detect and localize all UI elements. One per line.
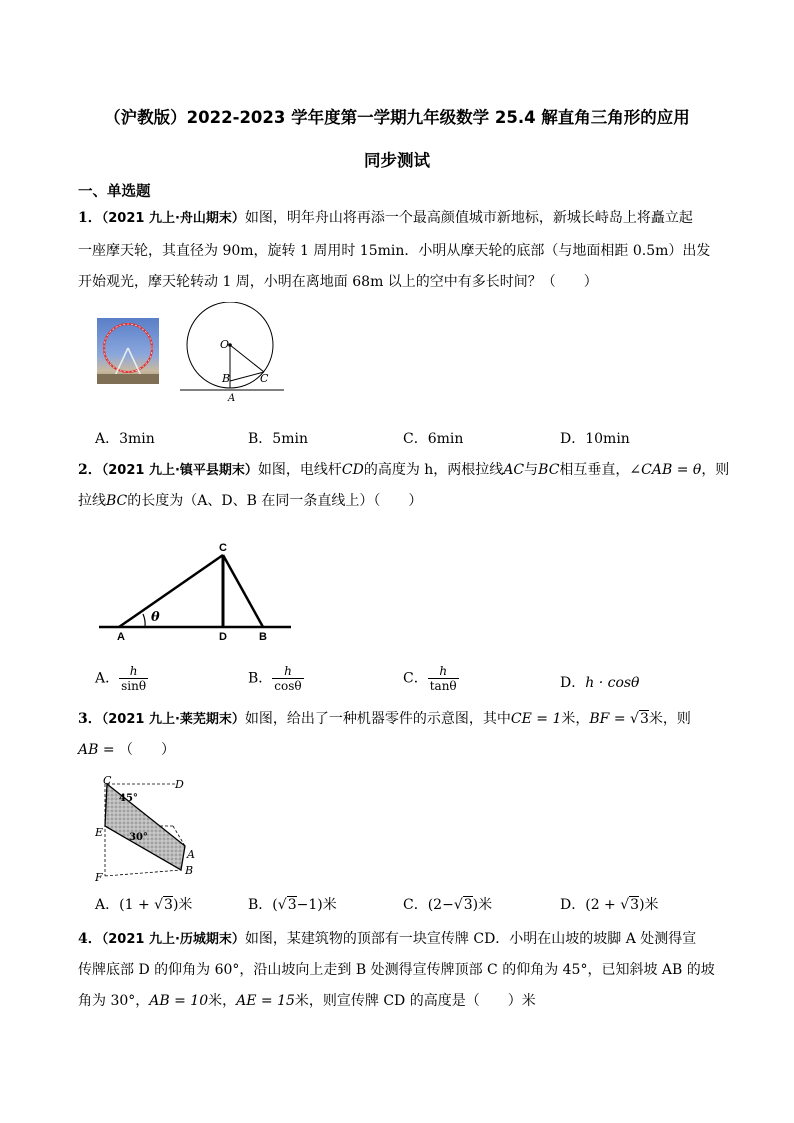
q2-math-bc: BC <box>538 462 560 478</box>
q2-option-c-label: C． <box>403 670 428 687</box>
q1-line3: 开始观光，摩天轮转动 1 周，小明在离地面 68m 以上的空中有多长时间？（ ） <box>78 274 598 290</box>
q4-text: 角为 30°， <box>78 993 150 1009</box>
q1-option-d[interactable]: D．10min <box>560 431 630 447</box>
q3-fig-label-e: E <box>95 826 104 839</box>
q1-figure <box>180 302 290 402</box>
q2-figure <box>95 535 295 647</box>
q4-math-ab: AB = 10 <box>149 993 209 1009</box>
q2-number: 2． <box>78 462 102 478</box>
q3-option-d-post: )米 <box>639 897 659 913</box>
q4-line2: 传牌底部 D 的仰角为 60°，沿山坡向上走到 B 处测得宣传牌顶部 C 的仰角为 45°，已知斜坡 AB 的坡 <box>78 962 715 978</box>
q3-option-a[interactable]: A．(1 + √3)米 <box>95 897 193 913</box>
q1-fig-label-a: A <box>228 393 236 402</box>
q4-line3 <box>78 990 536 1010</box>
q3-option-c-pre: (2− <box>427 897 454 913</box>
q2-option-b-fraction <box>272 664 303 693</box>
q2-text: 的高度为 h，两根拉线 <box>363 462 504 478</box>
q1-text1: 如图，明年舟山将再添一个最高颜值城市新地标，新城长峙岛上将矗立起 <box>244 210 693 226</box>
q3-option-d[interactable]: D．(2 + √3)米 <box>560 897 659 913</box>
q3-option-d-label: D． <box>560 897 586 913</box>
q1-option-b[interactable]: B．5min <box>248 431 308 447</box>
q1-fig-label-c: C <box>260 372 269 385</box>
q3-figure <box>95 774 200 882</box>
q2-fig-label-c: C <box>219 542 227 554</box>
q2-option-a[interactable] <box>95 664 148 693</box>
q3-option-a-pre: (1 + <box>119 897 155 913</box>
q2-option-b-label: B． <box>248 670 273 687</box>
q2-option-a-fraction <box>119 664 148 693</box>
q3-number: 3． <box>78 711 102 727</box>
q3-option-c-post: )米 <box>472 897 493 913</box>
q3-option-a-label: A． <box>95 897 120 913</box>
q3-math-sqrt: √3 <box>630 711 649 727</box>
q3-fig-label-c: C <box>103 774 112 787</box>
q2-option-d-expr: h · cosθ <box>585 675 640 691</box>
q3-option-b-pre: ( <box>272 897 278 913</box>
fraction-denominator: cosθ <box>274 679 302 693</box>
fraction-denominator: sinθ <box>121 679 147 693</box>
q2-fig-label-a: A <box>117 631 125 643</box>
q1-fig-label-o: O <box>220 338 230 351</box>
q2-option-a-label: A． <box>95 670 120 687</box>
q3-fig-label-45: 45° <box>119 793 138 804</box>
q3-math-ce: CE = 1 <box>510 711 562 727</box>
q2-option-b[interactable] <box>248 664 304 693</box>
q2-text: ，则 <box>701 462 730 478</box>
q3-option-d-pre: (2 + <box>585 897 621 913</box>
fraction-numerator: h <box>428 664 459 679</box>
q4-source: （2021 九上·历城期末） <box>101 932 245 947</box>
q3-fig-label-f: F <box>95 871 103 882</box>
q2-math-ac: AC <box>503 462 525 478</box>
q3-line1 <box>78 708 691 728</box>
q4-line1 <box>78 928 696 948</box>
q2-text: 与 <box>524 462 539 478</box>
q2-fig-label-theta: θ <box>151 610 160 625</box>
q2-math-cd: CD <box>341 462 364 478</box>
q4-text: 米，则宣传牌 CD 的高度是（ ）米 <box>294 993 536 1009</box>
q2-text: 拉线 <box>78 493 106 509</box>
q3-math-ab: AB = <box>78 742 120 758</box>
q3-option-b-post: −1)米 <box>296 897 337 913</box>
q3-fig-label-30: 30° <box>129 832 148 843</box>
q1-option-c[interactable]: C．6min <box>403 431 464 447</box>
q2-text: 相互垂直， <box>559 462 630 478</box>
q2-option-c-fraction <box>428 664 459 693</box>
section-heading: 一、单选题 <box>78 184 151 200</box>
q3-line2 <box>78 739 175 759</box>
q2-fig-label-b: B <box>259 631 267 643</box>
q2-option-c[interactable] <box>403 664 459 693</box>
q3-option-b[interactable]: B．(√3−1)米 <box>248 897 337 913</box>
q3-fig-label-b: B <box>185 864 194 877</box>
q1-number: 1． <box>78 210 102 226</box>
page-title-line2: 同步测试 <box>364 151 430 170</box>
page-title-line1: （沪教版）2022-2023 学年度第一学期九年级数学 25.4 解直角三角形的应用 <box>104 108 690 127</box>
q2-text: 的长度为（A、D、B 在同一条直线上）（ ） <box>127 493 423 509</box>
q2-line1 <box>78 459 729 479</box>
fraction-numerator: h <box>272 664 303 679</box>
q4-text: 米， <box>208 993 237 1009</box>
q3-option-a-post: )米 <box>172 897 193 913</box>
q3-text: 如图，给出了一种机器零件的示意图，其中 <box>244 711 511 727</box>
q3-text: 米，则 <box>648 711 691 727</box>
q4-math-ae: AE = 15 <box>236 993 295 1009</box>
q1-option-a[interactable]: A．3min <box>95 431 155 447</box>
q4-number: 4． <box>78 931 102 947</box>
q4-text1: 如图，某建筑物的顶部有一块宣传牌 CD．小明在山坡的坡脚 A 处测得宣 <box>244 931 697 947</box>
radicand: 3 <box>639 711 649 727</box>
q3-option-c[interactable]: C．(2−√3)米 <box>403 897 493 913</box>
q3-fig-label-a: A <box>187 848 195 861</box>
q3-source: （2021 九上·莱芜期末） <box>101 712 245 727</box>
fraction-denominator: tanθ <box>429 679 457 693</box>
q3-option-c-label: C． <box>403 897 428 913</box>
q1-line1 <box>78 207 693 227</box>
ferris-wheel-photo <box>97 318 159 384</box>
q2-fig-label-d: D <box>219 631 227 643</box>
q1-source: （2021 九上·舟山期末） <box>101 211 245 226</box>
radicand: 3 <box>287 897 297 913</box>
q2-text: 如图，电线杆 <box>257 462 342 478</box>
q2-line2 <box>78 490 422 510</box>
q3-text: （ ） <box>119 742 176 758</box>
q2-math-bc: BC <box>106 493 128 509</box>
q3-fig-label-d: D <box>175 778 184 791</box>
q2-option-d-label: D． <box>560 675 586 691</box>
radicand: 3 <box>164 897 173 913</box>
fraction-numerator: h <box>119 664 148 679</box>
q1-line2: 一座摩天轮，其直径为 90m，旋转 1 周用时 15min．小明从摩天轮的底部（与地面相距 0.5m）出发 <box>78 243 711 259</box>
q2-option-d[interactable] <box>560 672 639 692</box>
q3-math-bf: BF = <box>589 711 631 727</box>
q2-math-angle: ∠CAB = θ <box>629 462 702 478</box>
radicand: 3 <box>630 897 640 913</box>
q3-option-b-label: B． <box>248 897 273 913</box>
q1-fig-label-b: B <box>222 372 231 385</box>
radicand: 3 <box>463 897 473 913</box>
q2-source: （2021 九上·镇平县期末） <box>101 463 258 478</box>
q3-text: 米， <box>561 711 590 727</box>
